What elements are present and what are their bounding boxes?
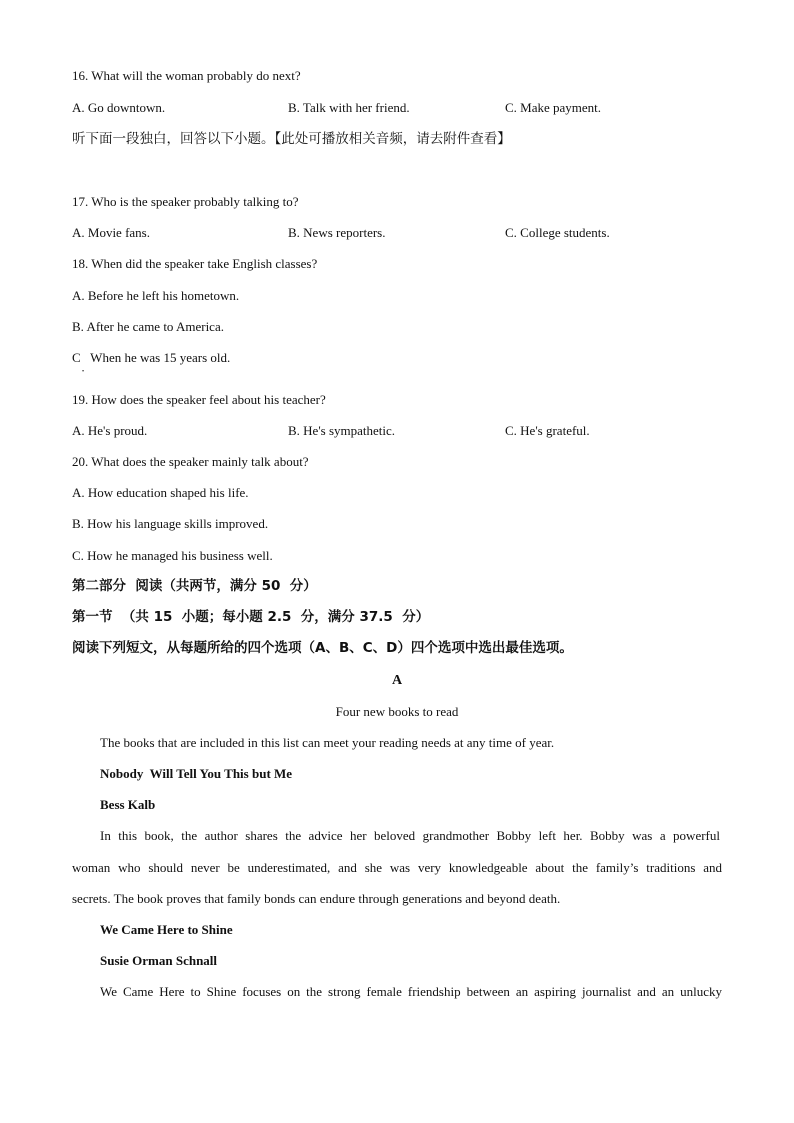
q17-option-b: B. News reporters. <box>288 225 386 240</box>
q18-question: 18. When did the speaker take English classes? <box>72 256 318 271</box>
book1-title: Nobody Will Tell You This but Me <box>100 766 293 781</box>
stray-dot-mark: • <box>82 369 85 375</box>
book1-line-2: woman who should never be underestimated, and she was very knowledgeable about the family’s traditions and <box>72 860 722 875</box>
book2-author: Susie Orman Schnall <box>100 953 218 968</box>
passage-title: Four new books to read <box>335 704 459 719</box>
book1-line-1: In this book, the author shares the advice her beloved grandmother Bobby left her. Bobby was a powerful <box>100 828 720 843</box>
q17-option-c: C. College students. <box>505 225 610 240</box>
q18-option-c: C When he was 15 years old. <box>72 350 231 365</box>
q16-option-b: B. Talk with her friend. <box>288 100 410 115</box>
q16-question: 16. What will the woman probably do next? <box>72 68 301 83</box>
q20-question: 20. What does the speaker mainly talk about? <box>72 454 309 469</box>
q18-option-b: B. After he came to America. <box>72 319 224 334</box>
part2-instruction: 阅读下列短文，从每题所给的四个选项（A、B、C、D）四个选项中选出最佳选项。 <box>72 640 573 656</box>
book1-line-3: secrets. The book proves that family bonds can endure through generations and beyond death. <box>72 891 561 906</box>
book2-line-1: We Came Here to Shine focuses on the strong female friendship between an aspiring journalist and an unlucky <box>100 984 722 999</box>
passage-intro: The books that are included in this list can meet your reading needs at any time of year. <box>100 735 555 750</box>
part2-title: 第二部分 阅读（共两节，满分 50 分） <box>72 578 317 594</box>
q17-question: 17. Who is the speaker probably talking to? <box>72 194 299 209</box>
part2-section1: 第一节 （共 15 小题；每小题 2.5 分，满分 37.5 分） <box>72 609 430 625</box>
q19-option-b: B. He's sympathetic. <box>288 423 396 438</box>
book2-title: We Came Here to Shine <box>100 922 233 937</box>
passage-letter: A <box>391 673 403 688</box>
q16-option-a: A. Go downtown. <box>72 100 166 115</box>
q18-option-a: A. Before he left his hometown. <box>72 288 240 303</box>
q19-option-c: C. He's grateful. <box>505 423 590 438</box>
monologue-instruction: 听下面一段独白，回答以下小题。【此处可播放相关音频，请去附件查看】 <box>72 131 511 147</box>
q20-option-b: B. How his language skills improved. <box>72 516 269 531</box>
q19-option-a: A. He's proud. <box>72 423 148 438</box>
q16-option-c: C. Make payment. <box>505 100 602 115</box>
q19-question: 19. How does the speaker feel about his teacher? <box>72 392 326 407</box>
q20-option-c: C. How he managed his business well. <box>72 548 273 563</box>
q20-option-a: A. How education shaped his life. <box>72 485 249 500</box>
book1-author: Bess Kalb <box>100 797 156 812</box>
q17-option-a: A. Movie fans. <box>72 225 150 240</box>
